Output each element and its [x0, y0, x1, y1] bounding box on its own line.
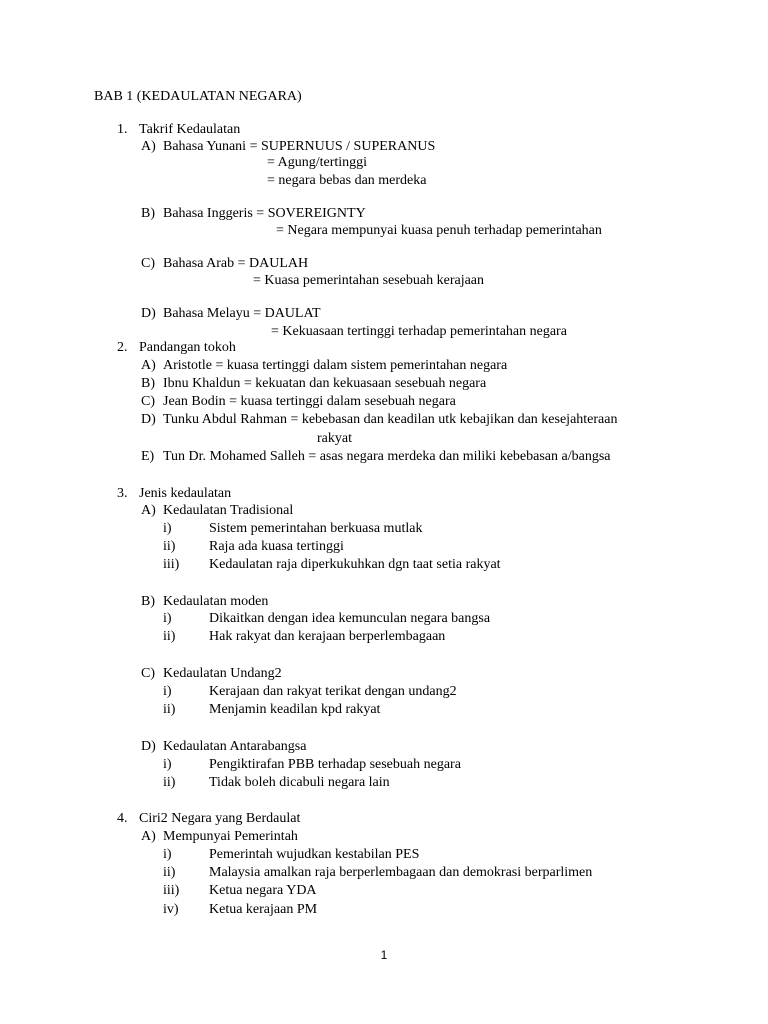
list-letter: A) — [141, 139, 156, 154]
list-number: 3. — [117, 486, 128, 501]
list-letter: B) — [141, 206, 155, 221]
list-item-text: Ketua kerajaan PM — [209, 902, 318, 917]
list-roman: ii) — [163, 865, 176, 880]
document-title: BAB 1 (KEDAULATAN NEGARA) — [94, 89, 302, 104]
list-letter: A) — [141, 358, 156, 373]
page-number: 1 — [380, 948, 388, 962]
list-roman: i) — [163, 611, 172, 626]
list-letter: B) — [141, 376, 155, 391]
list-number: 1. — [117, 122, 128, 137]
list-item-text: Bahasa Yunani = SUPERNUUS / SUPERANUS — [163, 139, 436, 154]
list-item-text: Sistem pemerintahan berkuasa mutlak — [209, 521, 423, 536]
list-item-text: Kedaulatan Undang2 — [163, 666, 282, 681]
section-heading: Ciri2 Negara yang Berdaulat — [139, 811, 301, 826]
list-item-text: Ibnu Khaldun = kekuatan dan kekuasaan sesebuah negara — [163, 376, 487, 391]
list-item-text: Pemerintah wujudkan kestabilan PES — [209, 847, 420, 862]
continuation-text: = Agung/tertinggi — [267, 155, 368, 170]
list-item-text: Kerajaan dan rakyat terikat dengan undang2 — [209, 684, 457, 699]
list-roman: i) — [163, 684, 172, 699]
list-item-text: Kedaulatan raja diperkukuhkan dgn taat setia rakyat — [209, 557, 501, 572]
list-letter: D) — [141, 412, 156, 427]
list-item-text: Tun Dr. Mohamed Salleh = asas negara merdeka dan miliki kebebasan a/bangsa — [163, 449, 611, 464]
list-letter: B) — [141, 594, 155, 609]
list-roman: ii) — [163, 629, 176, 644]
list-roman: ii) — [163, 539, 176, 554]
list-item-text: Tunku Abdul Rahman = kebebasan dan keadilan utk kebajikan dan kesejahteraan — [163, 412, 618, 427]
list-letter: D) — [141, 306, 156, 321]
continuation-text: = Kekuasaan tertinggi terhadap pemerintahan negara — [271, 324, 567, 339]
list-roman: ii) — [163, 702, 176, 717]
list-item-text: Menjamin keadilan kpd rakyat — [209, 702, 381, 717]
list-roman: i) — [163, 757, 172, 772]
section-heading: Pandangan tokoh — [139, 340, 236, 355]
list-number: 2. — [117, 340, 128, 355]
list-letter: C) — [141, 394, 155, 409]
list-letter: A) — [141, 829, 156, 844]
list-item-text: Ketua negara YDA — [209, 883, 317, 898]
list-letter: D) — [141, 739, 156, 754]
list-item-text: Hak rakyat dan kerajaan berperlembagaan — [209, 629, 446, 644]
list-item-text: Raja ada kuasa tertinggi — [209, 539, 344, 554]
continuation-text: = negara bebas dan merdeka — [267, 173, 427, 188]
list-item-text: Pengiktirafan PBB terhadap sesebuah negara — [209, 757, 461, 772]
continuation-text: rakyat — [317, 431, 352, 446]
list-roman: i) — [163, 847, 172, 862]
section-heading: Jenis kedaulatan — [139, 486, 232, 501]
list-roman: ii) — [163, 775, 176, 790]
list-item-text: Kedaulatan Antarabangsa — [163, 739, 307, 754]
list-item-text: Dikaitkan dengan idea kemunculan negara bangsa — [209, 611, 491, 626]
list-roman: iv) — [163, 902, 179, 917]
list-number: 4. — [117, 811, 128, 826]
list-item-text: Bahasa Melayu = DAULAT — [163, 306, 321, 321]
list-item-text: Kedaulatan Tradisional — [163, 503, 294, 518]
list-item-text: Tidak boleh dicabuli negara lain — [209, 775, 390, 790]
list-letter: C) — [141, 666, 155, 681]
list-item-text: Mempunyai Pemerintah — [163, 829, 298, 844]
list-item-text: Bahasa Arab = DAULAH — [163, 256, 309, 271]
list-item-text: Bahasa Inggeris = SOVEREIGNTY — [163, 206, 366, 221]
list-roman: iii) — [163, 557, 180, 572]
section-heading: Takrif Kedaulatan — [139, 122, 241, 137]
list-item-text: Aristotle = kuasa tertinggi dalam sistem pemerintahan negara — [163, 358, 508, 373]
list-item-text: Kedaulatan moden — [163, 594, 269, 609]
list-item-text: Jean Bodin = kuasa tertinggi dalam sesebuah negara — [163, 394, 456, 409]
list-item-text: Malaysia amalkan raja berperlembagaan dan demokrasi berparlimen — [209, 865, 593, 880]
continuation-text: = Negara mempunyai kuasa penuh terhadap pemerintahan — [276, 223, 602, 238]
list-letter: A) — [141, 503, 156, 518]
continuation-text: = Kuasa pemerintahan sesebuah kerajaan — [253, 273, 485, 288]
list-letter: E) — [141, 449, 155, 464]
list-letter: C) — [141, 256, 155, 271]
list-roman: iii) — [163, 883, 180, 898]
list-roman: i) — [163, 521, 172, 536]
